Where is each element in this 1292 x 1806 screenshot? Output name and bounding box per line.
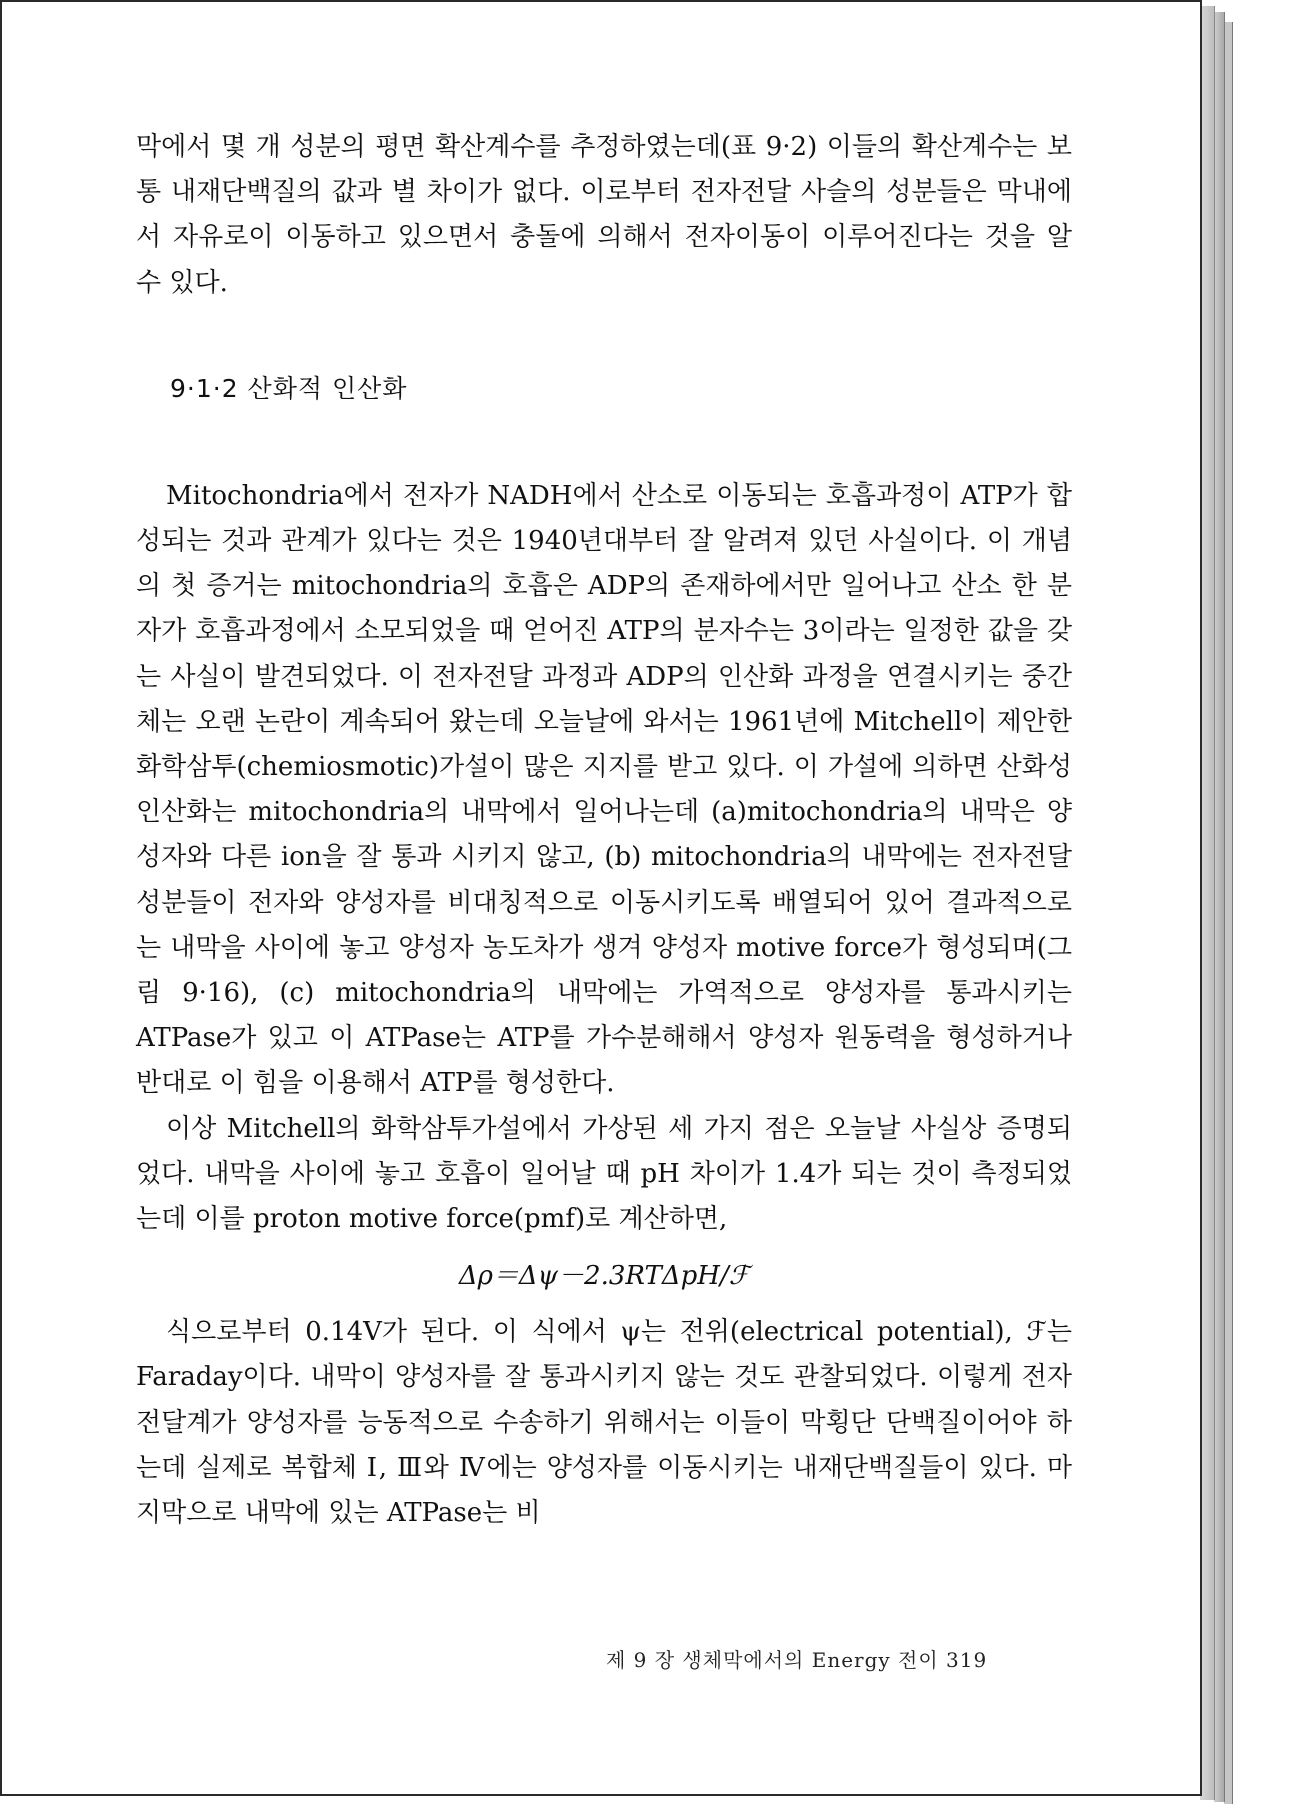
- paragraph: Mitochondria에서 전자가 NADH에서 산소로 이동되는 호흡과정이 ATP가 합성되는 것과 관계가 있다는 것은 1940년대부터 잘 알려져 있던 사실이다. 이 개념의 첫 증거는 mitochondria의 호흡은 ADP의 존재하에서만 일어나고 산소 한 분자가 호흡과정에서 소모되었을 때 얻어진 ATP의 분자수는 3이라는 일정한 값을 갖는 사실이 발견되었다. 이 전자전달 과정과 ADP의 인산화 과정을 연결시키는 중간체는 오랜 논란이 계속되어 왔는데 오늘날에 와서는 1961년에 Mitchell이 제안한 화학삼투(chemiosmotic)가설이 많은 지지를 받고 있다. 이 가설에 의하면 산화성 인산화는 mitochondria의 내막에서 일어나는데 (a)mitochondria의 내막은 양성자와 다른 ion을 잘 통과 시키지 않고, (b) mitochondria의 내막에는 전자전달 성분들이 전자와 양성자를 비대칭적으로 이동시키도록 배열되어 있어 결과적으로는 내막을 사이에 놓고 양성자 농도차가 생겨 양성자 motive force가 형성되며(그림 9·16), (c) mitochondria의 내막에는 가역적으로 양성자를 통과시키는 ATPase가 있고 이 ATPase는 ATP를 가수분해해서 양성자 원동력을 형성하거나 반대로 이 힘을 이용해서 ATP를 형성한다.: [136, 480, 1072, 1099]
- paragraph: 식으로부터 0.14V가 된다. 이 식에서 ψ는 전위(electrical potential), ℱ는 Faraday이다. 내막이 양성자를 잘 통과시키지 않는 것도 관찰되었다. 이렇게 전자전달계가 양성자를 능동적으로 수송하기 위해서는 이들이 막횡단 단백질이어야 하는데 실제로 복합체 Ⅰ, Ⅲ와 Ⅳ에는 양성자를 이동시키는 내재단백질들이 있다. 마지막으로 내막에 있는 ATPase는 비: [136, 1317, 1072, 1529]
- page-stack-edge: [1214, 12, 1225, 1802]
- page-body: [136, 125, 1072, 1536]
- paragraph: 막에서 몇 개 성분의 평면 확산계수를 추정하였는데(표 9·2) 이들의 확산계수는 보통 내재단백질의 값과 별 차이가 없다. 이로부터 전자전달 사슬의 성분들은 막내에서 자유로이 이동하고 있으면서 충돌에 의해서 전자이동이 이루어진다는 것을 알 수 있다.: [136, 132, 1072, 298]
- section-heading: 9·1·2 산화적 인산화: [170, 373, 408, 403]
- page-stack-edge: [1224, 22, 1233, 1804]
- page-footer: 제 9 장 생체막에서의 Energy 전이 319: [606, 1648, 988, 1672]
- paragraph: 이상 Mitchell의 화학삼투가설에서 가상된 세 가지 점은 오늘날 사실상 증명되었다. 내막을 사이에 놓고 호흡이 일어날 때 pH 차이가 1.4가 되는 것이 측정되었는데 이를 proton motive force(pmf)로 계산하면,: [136, 1113, 1072, 1235]
- equation: Δρ＝Δψ－2.3RTΔpH/ℱ: [458, 1261, 750, 1292]
- page-stack-edge: [1200, 6, 1215, 1800]
